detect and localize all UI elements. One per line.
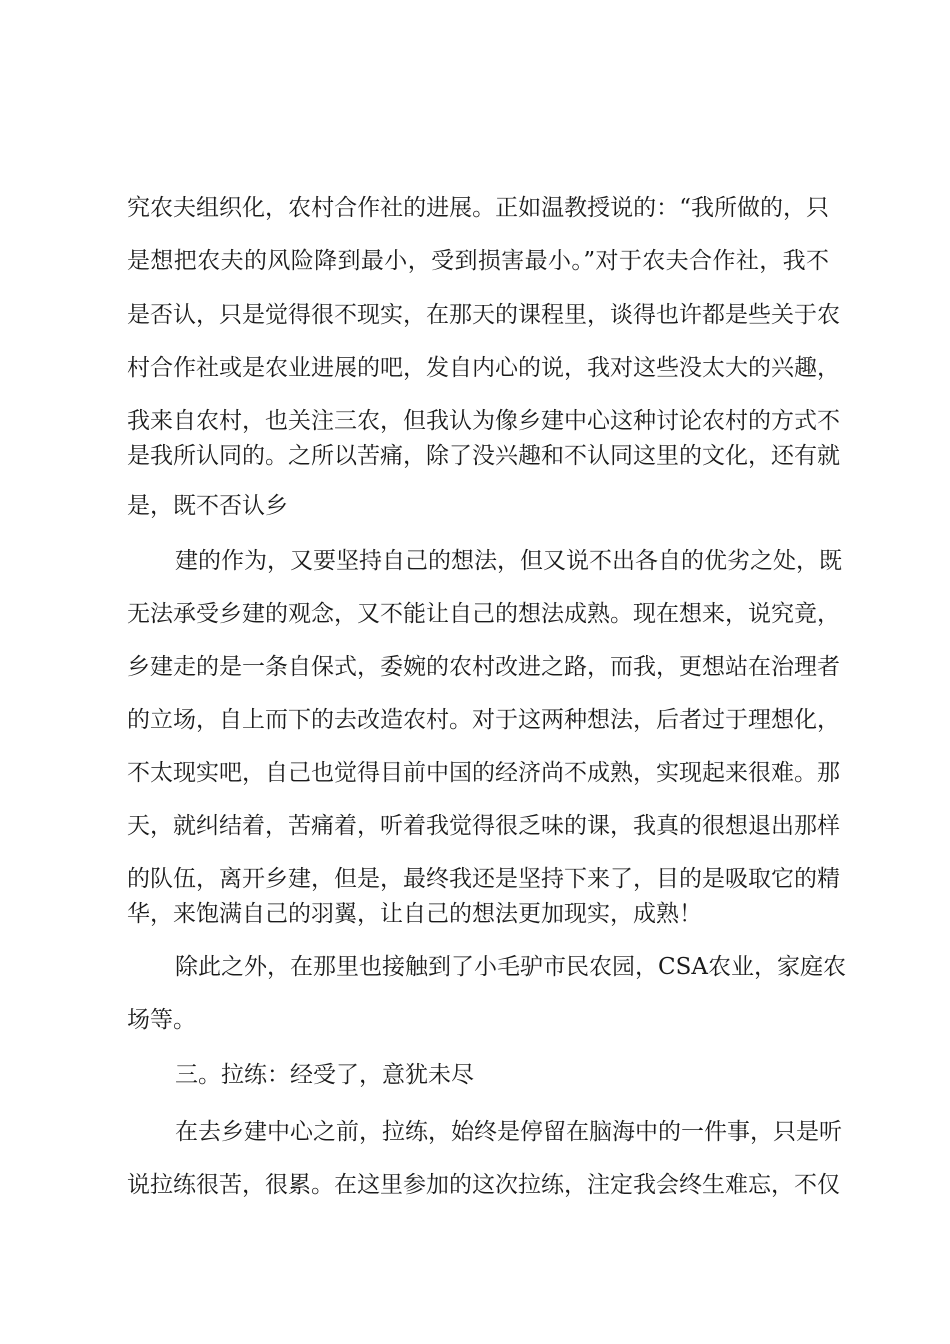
text-line: 的立场，自上而下的去改造农村。对于这两种想法，后者过于理想化， (127, 707, 840, 733)
section-heading: 三。拉练：经受了，意犹未尽 (175, 1062, 474, 1088)
text-line: 究农夫组织化，农村合作社的进展。正如温教授说的：“我所做的，只 (127, 195, 829, 221)
paragraph-start-line: 在去乡建中心之前，拉练，始终是停留在脑海中的一件事，只是听 (175, 1119, 842, 1145)
text-line: 的队伍，离开乡建，但是，最终我还是坚持下来了，目的是吸取它的精 (127, 866, 840, 892)
paragraph-start-line: 建的作为，又要坚持自己的想法，但又说不出各自的优劣之处，既 (175, 548, 842, 574)
text-line: 无法承受乡建的观念，又不能让自己的想法成熟。现在想来，说究竟， (127, 601, 840, 627)
text-line: 乡建走的是一条自保式，委婉的农村改进之路，而我，更想站在治理者 (127, 654, 840, 680)
text-line: 是我所认同的。之所以苦痛，除了没兴趣和不认同这里的文化，还有就 (127, 443, 840, 469)
text-line: 天，就纠结着，苦痛着，听着我觉得很乏味的课，我真的很想退出那样 (127, 813, 840, 839)
text-line: 我来自农村，也关注三农，但我认为像乡建中心这种讨论农村的方式不 (127, 408, 840, 434)
paragraph-start-line: 除此之外，在那里也接触到了小毛驴市民农园，CSA农业，家庭农 (175, 954, 846, 980)
text-line: 是，既不否认乡 (127, 493, 288, 519)
text-line: 是否认，只是觉得很不现实，在那天的课程里，谈得也许都是些关于农 (127, 302, 840, 328)
text-line: 村合作社或是农业进展的吧，发自内心的说，我对这些没太大的兴趣， (127, 355, 840, 381)
text-line: 不太现实吧，自己也觉得目前中国的经济尚不成熟，实现起来很难。那 (127, 760, 840, 786)
text-line: 场等。 (127, 1007, 196, 1033)
text-line: 说拉练很苦，很累。在这里参加的这次拉练，注定我会终生难忘，不仅 (127, 1172, 840, 1198)
text-line: 华，来饱满自己的羽翼，让自己的想法更加现实，成熟！ (127, 901, 702, 927)
text-line: 是想把农夫的风险降到最小，受到损害最小。”对于农夫合作社，我不 (127, 248, 829, 274)
